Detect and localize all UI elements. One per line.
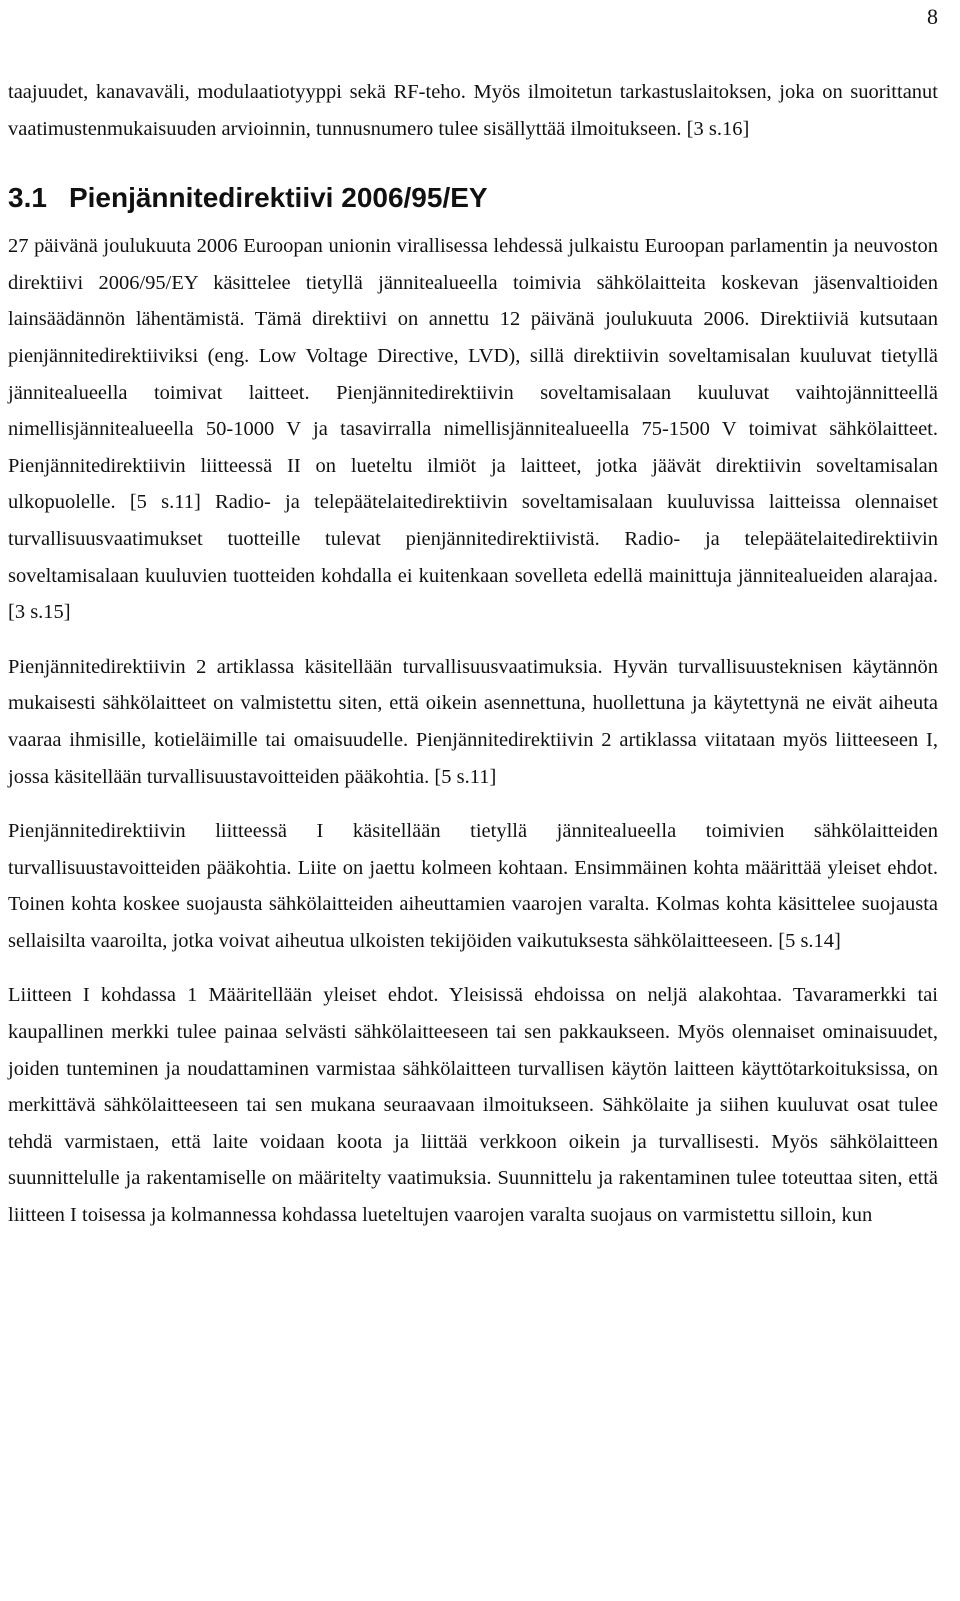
body-paragraph-3: Pienjännitedirektiivin liitteessä I käsitellään tietyllä jännitealueella toimivien sähkölaitteiden turvallisuustavoitteiden pääkohtia. Liite on jaettu kolmeen kohtaan. Ensimmäinen kohta määrittää yleiset ehdot. Toinen kohta koskee suojausta sähkölaitteiden aiheuttamien vaarojen varalta. Kolmas kohta käsittelee suojausta sellaisilta vaaroilta, jotka voivat aiheutua ulkoisten tekijöiden vaikutuksesta sähkölaitteeseen. [5 s.14]: [8, 820, 938, 952]
section-title: Pienjännitedirektiivi 2006/95/EY: [68, 182, 488, 214]
page-number: 8: [927, 4, 938, 29]
intro-paragraph: taajuudet, kanavaväli, modulaatiotyyppi sekä RF-teho. Myös ilmoitetun tarkastuslaitoksen, joka on suorittanut vaatimustenmukaisuuden arvioinnin, tunnusnumero tulee sisällyttää ilmoitukseen. [3 s.16]: [8, 81, 938, 140]
body-paragraph-4: Liitteen I kohdassa 1 Määritellään yleiset ehdot. Yleisissä ehdoissa on neljä alakohtaa. Tavaramerkki tai kaupallinen merkki tulee painaa selvästi sähkölaitteeseen tai sen pakkaukseen. Myös olennaiset ominaisuudet, joiden tunteminen ja noudattaminen varmistaa sähkölaitteen turvallisen käytön laitteen käyttötarkoituksissa, on merkittävä sähkölaitteeseen tai sen mukana seuraavaan ilmoitukseen. Sähkölaite ja siihen kuuluvat osat tulee tehdä varmistaen, että laite voidaan koota ja liittää verkkoon oikein ja turvallisesti. Myös sähkölaitteen suunnittelulle ja rakentamiselle on määritelty vaatimuksia. Suunnittelu ja rakentaminen tulee toteuttaa siten, että liitteen I toisessa ja kolmannessa kohdassa lueteltujen vaarojen varalta suojaus on varmistettu silloin, kun: [8, 984, 938, 1227]
section-number: 3.1: [8, 182, 47, 214]
section-heading: [8, 180, 938, 216]
body-paragraph-1: 27 päivänä joulukuuta 2006 Euroopan unionin virallisessa lehdessä julkaistu Euroopan parlamentin ja neuvoston direktiivi 2006/95/EY käsittelee tietyllä jännitealueella toimivia sähkölaitteita koskevan jäsenvaltioiden lainsäädännön lähentämistä. Tämä direktiivi on annettu 12 päivänä joulukuuta 2006. Direktiiviä kutsutaan pienjännitedirektiiviksi (eng. Low Voltage Directive, LVD), sillä direktiivin soveltamisalan kuuluvat tietyllä jännitealueella toimivat laitteet. Pienjännitedirektiivin soveltamisalaan kuuluvat vaihtojännitteellä nimellisjännitealueella 50-1000 V ja tasavirralla nimellisjännitealueella 75-1500 V toimivat sähkölaitteet. Pienjännitedirektiivin liitteessä II on lueteltu ilmiöt ja laitteet, jotka jäävät direktiivin soveltamisalan ulkopuolelle. [5 s.11] Radio- ja telepäätelaitedirektiivin soveltamisalaan kuuluvissa laitteissa olennaiset turvallisuusvaatimukset tuotteille tulevat pienjännitedirektiivistä. Radio- ja telepäätelaitedirektiivin soveltamisalaan kuuluvien tuotteiden kohdalla ei kuitenkaan sovelleta edellä mainittuja jännitealueiden alarajaa. [3 s.15]: [8, 235, 938, 624]
document-body: [8, 74, 938, 1234]
body-paragraph-2: Pienjännitedirektiivin 2 artiklassa käsitellään turvallisuusvaatimuksia. Hyvän turvallisuusteknisen käytännön mukaisesti sähkölaitteet on valmistettu siten, että oikein asennettuna, huollettuna ja käytettynä ne eivät aiheuta vaaraa ihmisille, kotieläimille tai omaisuudelle. Pienjännitedirektiivin 2 artiklassa viitataan myös liitteeseen I, jossa käsitellään turvallisuustavoitteiden pääkohtia. [5 s.11]: [8, 655, 938, 788]
